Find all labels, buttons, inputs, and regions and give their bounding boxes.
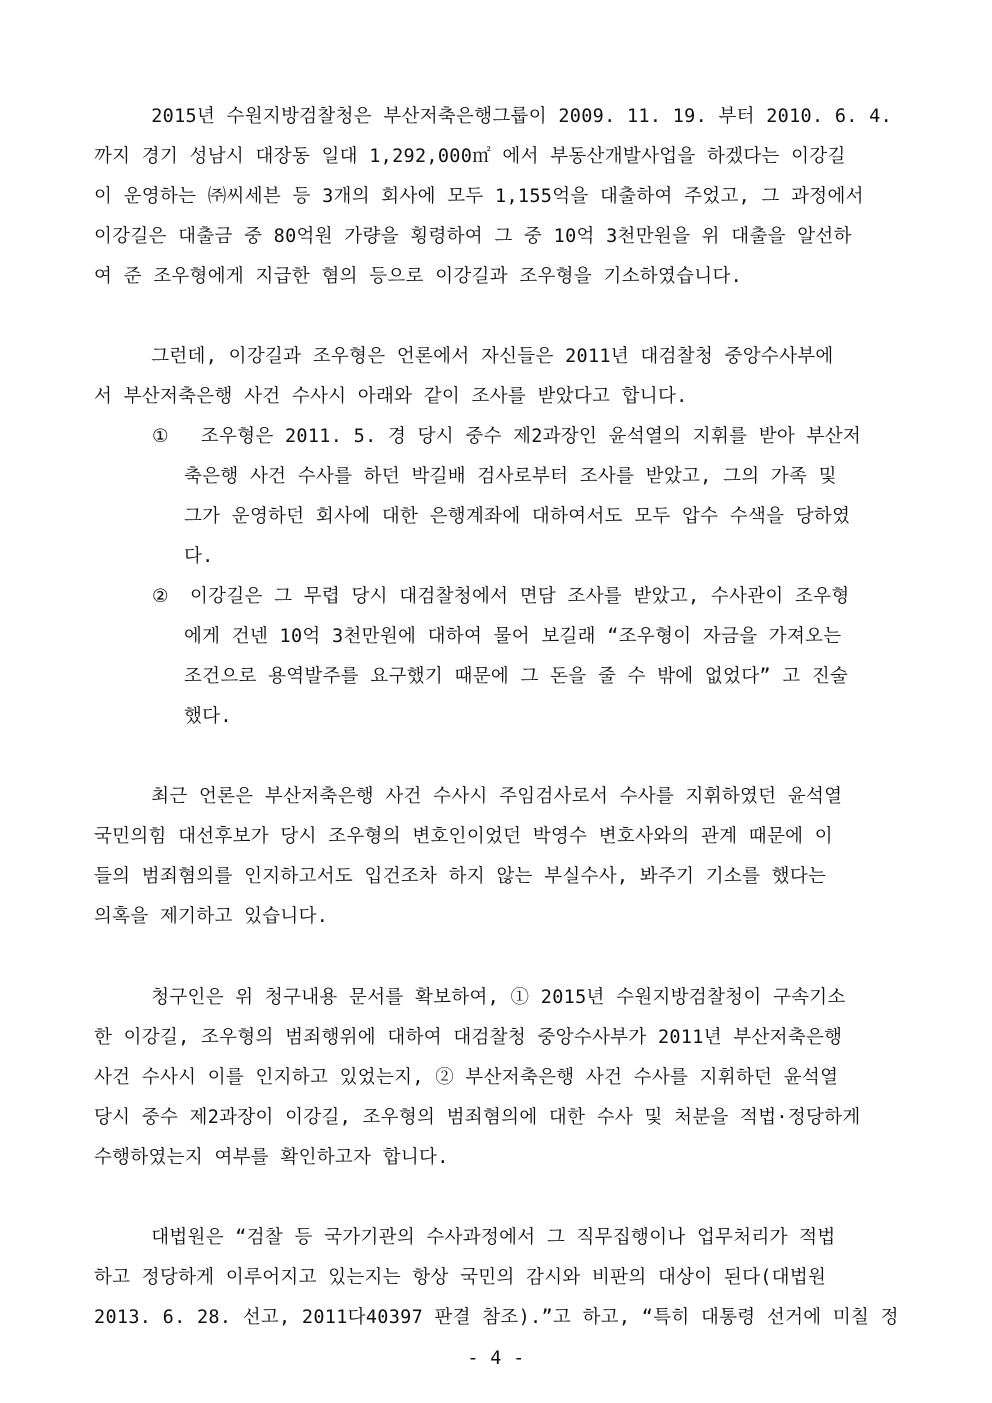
text-line: 이강길은 대출금 중 80억원 가량을 횡령하여 그 중 10억 3천만원을 위 대출을 알선하 [94,226,852,247]
text-line: 했다. [184,706,232,727]
text-line: 2015년 수원지방검찰청은 부산저축은행그룹이 2009. 11. 19. 부터 2010. 6. 4. [94,106,893,127]
text-line: 에게 건넨 10억 3천만원에 대하여 물어 보길래 “조우형이 자금을 가져오는 [184,626,842,647]
text-line: 축은행 사건 수사를 하던 박길배 검사로부터 조사를 받았고, 그의 가족 및 [184,466,837,487]
text-line: 국민의힘 대선후보가 당시 조우형의 변호인이었던 박영수 변호사와의 관계 때문에 이 [94,826,833,847]
text-line: 까지 경기 성남시 대장동 일대 1,292,000㎡ 에서 부동산개발사업을 하겠다는 이강길 [94,146,846,167]
text-line: 대법원은 “검찰 등 국가기관의 수사과정에서 그 직무집행이나 업무처리가 적법 [94,1227,836,1248]
text-line: 당시 중수 제2과장이 이강길, 조우형의 범죄혐의에 대한 수사 및 처분을 적법·정당하게 [94,1107,861,1128]
text-line: 서 부산저축은행 사건 수사시 아래와 같이 조사를 받았다고 합니다. [94,386,688,407]
text-line: 들의 범죄혐의를 인지하고서도 입건조차 하지 않는 부실수사, 봐주기 기소를 했다는 [94,866,827,887]
text-line: 수행하였는지 여부를 확인하고자 합니다. [94,1147,449,1168]
text-line: 조우형은 2011. 5. 경 당시 중수 제2과장인 윤석열의 지휘를 받아 부산저 [178,426,862,447]
text-line: 청구인은 위 청구내용 문서를 확보하여, ① 2015년 수원지방검찰청이 구속기소 [94,987,846,1008]
list-marker: ① [152,426,169,447]
page-number: - 4 - [467,1348,525,1369]
text-line: 이 운영하는 ㈜씨세븐 등 3개의 회사에 모두 1,155억을 대출하여 주었고, 그 과정에서 [94,186,864,207]
text-line: 조건으로 용역발주를 요구했기 때문에 그 돈을 줄 수 밖에 없었다” 고 진술 [184,666,849,687]
text-line: 그런데, 이강길과 조우형은 언론에서 자신들은 2011년 대검찰청 중앙수사부에 [94,346,834,367]
list-marker: ② [152,586,169,607]
text-line: 최근 언론은 부산저축은행 사건 수사시 주임검사로서 수사를 지휘하였던 윤석열 [94,786,843,807]
text-line: 이강길은 그 무렵 당시 대검찰청에서 면담 조사를 받았고, 수사관이 조우형 [190,586,850,607]
text-line: 의혹을 제기하고 있습니다. [94,906,329,927]
text-line: 그가 운영하던 회사에 대한 은행계좌에 대하여서도 모두 압수 수색을 당하였 [184,506,851,527]
text-line: 여 준 조우형에게 지급한 혐의 등으로 이강길과 조우형을 기소하였습니다. [94,266,743,287]
text-line: 다. [184,546,214,567]
text-line: 한 이강길, 조우형의 범죄행위에 대하여 대검찰청 중앙수사부가 2011년 부산저축은행 [94,1027,843,1048]
text-line: 2013. 6. 28. 선고, 2011다40397 판결 참조).”고 하고, “특히 대통령 선거에 미칠 정 [94,1307,899,1328]
text-line: 사건 수사시 이를 인지하고 있었는지, ② 부산저축은행 사건 수사를 지휘하던 윤석열 [94,1067,839,1088]
text-line: 하고 정당하게 이루어지고 있는지는 항상 국민의 감시와 비판의 대상이 된다(대법원 [94,1267,827,1288]
